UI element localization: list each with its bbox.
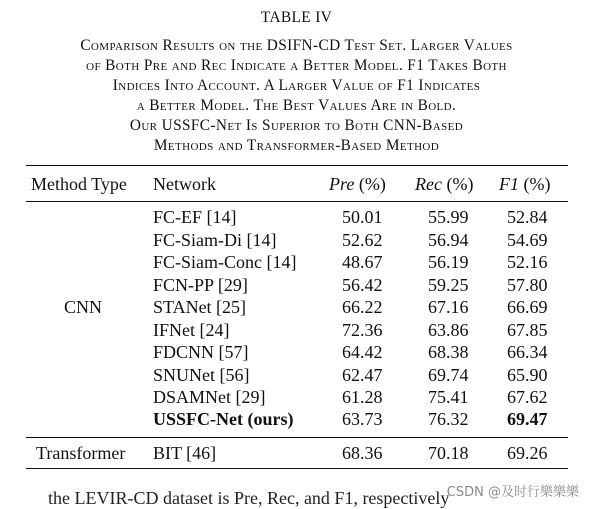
cell-pre: 62.47 bbox=[342, 365, 383, 385]
caption-line: a Better Model. The Best Values Are in Bold. bbox=[136, 97, 457, 114]
header-rule bbox=[26, 201, 568, 202]
cell-pre: 68.36 bbox=[342, 443, 383, 463]
cell-network: IFNet [24] bbox=[153, 320, 230, 340]
caption-line: Our USSFC-Net Is Superior to Both CNN-Based bbox=[129, 117, 464, 134]
table-label: TABLE IV bbox=[260, 9, 333, 26]
caption-line: Comparison Results on the DSIFN-CD Test Set. Larger Values bbox=[80, 37, 513, 54]
header-method-type: Method Type bbox=[31, 174, 127, 194]
cell-f1: 54.69 bbox=[507, 230, 548, 250]
cell-f1-best: 69.47 bbox=[507, 409, 548, 429]
cell-pre: 61.28 bbox=[342, 387, 383, 407]
cell-network: SNUNet [56] bbox=[153, 365, 250, 385]
cell-f1: 66.69 bbox=[507, 297, 548, 317]
cell-rec: 69.74 bbox=[428, 365, 469, 385]
cell-network: STANet [25] bbox=[153, 297, 247, 317]
group-label-transformer: Transformer bbox=[36, 443, 126, 463]
cutoff-text-line: the LEVIR-CD dataset is Pre, Rec, and F1, respectively bbox=[48, 488, 450, 508]
cell-rec: 76.32 bbox=[428, 409, 469, 429]
header-unit: (%) bbox=[358, 174, 386, 194]
header-f1-name: F1 bbox=[499, 174, 519, 194]
cell-network: BIT [46] bbox=[153, 443, 217, 463]
cell-f1: 52.84 bbox=[507, 207, 548, 227]
cell-pre: 64.42 bbox=[342, 342, 383, 362]
cell-pre: 50.01 bbox=[342, 207, 383, 227]
cell-f1: 52.16 bbox=[507, 252, 548, 272]
cell-rec: 63.86 bbox=[428, 320, 469, 340]
cell-pre: 63.73 bbox=[342, 409, 383, 429]
cell-rec: 55.99 bbox=[428, 207, 469, 227]
cell-pre: 72.36 bbox=[342, 320, 383, 340]
cell-rec: 56.94 bbox=[428, 230, 469, 250]
cell-f1: 66.34 bbox=[507, 342, 548, 362]
header-rec-name: Rec bbox=[415, 174, 442, 194]
cell-f1: 67.62 bbox=[507, 387, 548, 407]
header-unit: (%) bbox=[446, 174, 474, 194]
cell-network: FCN-PP [29] bbox=[153, 275, 248, 295]
watermark: CSDN @及时行樂樂樂 bbox=[446, 485, 579, 500]
cell-network: FDCNN [57] bbox=[153, 342, 249, 362]
group-separator-rule bbox=[26, 437, 568, 438]
header-pre bbox=[329, 174, 386, 194]
cell-pre: 52.62 bbox=[342, 230, 383, 250]
caption-line: Methods and Transformer-Based Method bbox=[153, 137, 440, 154]
cell-f1: 69.26 bbox=[507, 443, 548, 463]
top-rule bbox=[26, 165, 568, 166]
cell-rec: 56.19 bbox=[428, 252, 469, 272]
cell-pre: 48.67 bbox=[342, 252, 383, 272]
group-label-cnn: CNN bbox=[64, 297, 103, 317]
header-rec bbox=[415, 174, 473, 194]
caption-line: of Both Pre and Rec Indicate a Better Model. F1 Takes Both bbox=[86, 57, 507, 74]
cell-rec: 67.16 bbox=[428, 297, 469, 317]
cell-rec: 70.18 bbox=[428, 443, 469, 463]
table-caption bbox=[4, 36, 589, 156]
cell-rec: 75.41 bbox=[428, 387, 469, 407]
header-f1 bbox=[499, 174, 550, 194]
header-unit: (%) bbox=[523, 174, 551, 194]
header-network: Network bbox=[153, 174, 216, 194]
cell-f1: 67.85 bbox=[507, 320, 548, 340]
header-pre-name: Pre bbox=[329, 174, 355, 194]
cell-f1: 57.80 bbox=[507, 275, 548, 295]
cell-network: DSAMNet [29] bbox=[153, 387, 266, 407]
cell-rec: 59.25 bbox=[428, 275, 469, 295]
cell-network-best: USSFC-Net (ours) bbox=[153, 409, 294, 429]
caption-line: Indices Into Account. A Larger Value of F1 Indicates bbox=[112, 77, 481, 94]
cell-network: FC-Siam-Conc [14] bbox=[153, 252, 297, 272]
cell-network: FC-EF [14] bbox=[153, 207, 237, 227]
cell-pre: 66.22 bbox=[342, 297, 383, 317]
cell-f1: 65.90 bbox=[507, 365, 548, 385]
cell-rec: 68.38 bbox=[428, 342, 469, 362]
cell-pre: 56.42 bbox=[342, 275, 383, 295]
bottom-rule bbox=[26, 468, 568, 469]
cell-network: FC-Siam-Di [14] bbox=[153, 230, 277, 250]
